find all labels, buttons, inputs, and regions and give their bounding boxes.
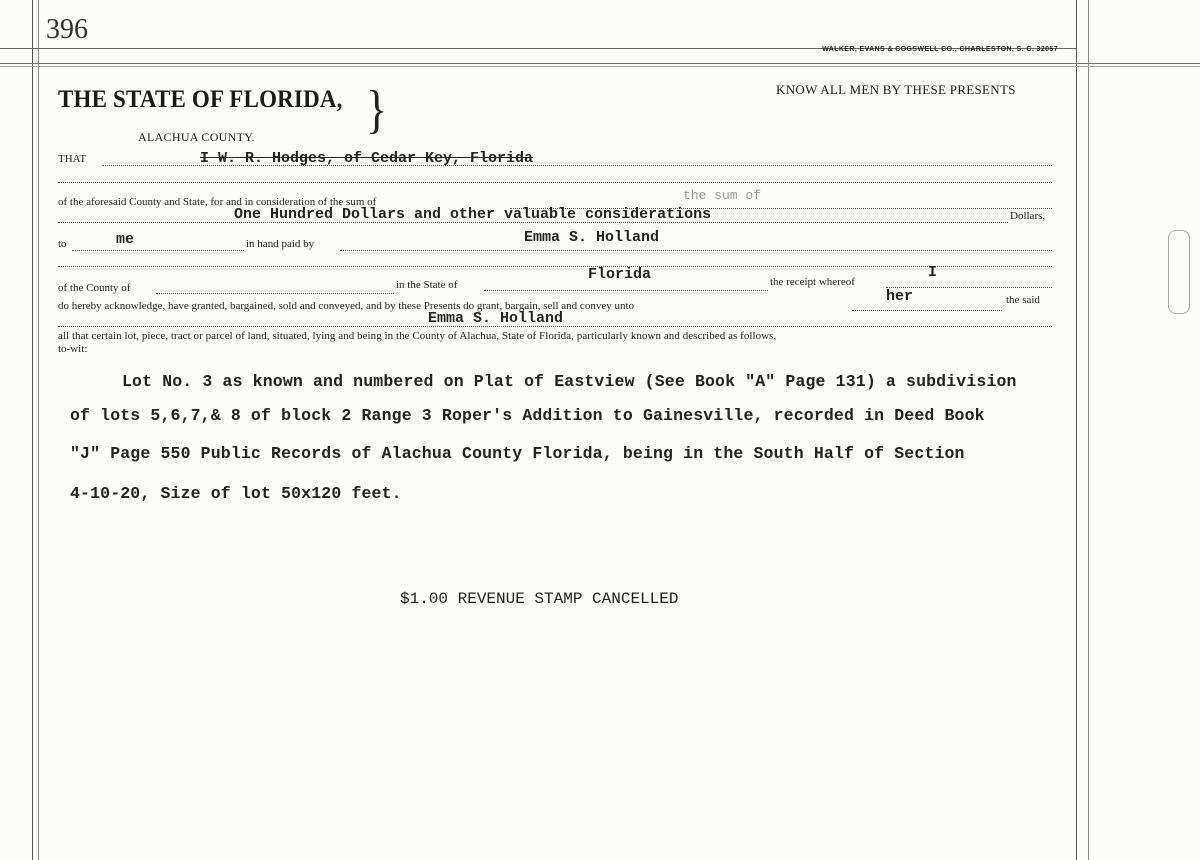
description-line-3: "J" Page 550 Public Records of Alachua County Florida, being in the South Half of Section [70,444,965,463]
printer-imprint: WALKER, EVANS & COGSWELL CO., CHARLESTON, S. C. 32057 [822,46,1058,53]
aforesaid-label: of the aforesaid County and State, for and in consideration of the sum of [58,196,377,208]
paid-by-line [340,250,1052,251]
margin-binding-mark [1168,230,1190,314]
right-margin-rule [1076,0,1077,860]
the-said-label: the said [1006,294,1040,306]
county-label: ALACHUA COUNTY. [138,130,255,144]
to-label: to [58,238,67,250]
to-wit-label: to-wit: [58,343,88,355]
paid-by-value: Emma S. Holland [524,229,660,246]
page-number: 396 [46,14,88,45]
county-of-line [156,293,394,294]
in-state-label: in the State of [396,279,458,291]
state-line [484,290,768,291]
dollars-label: Dollars, [1010,210,1046,222]
that-label: THAT [58,153,87,165]
county-of-label: of the County of [58,282,131,294]
sum-faint-text: the sum of [683,188,762,203]
description-line-4: 4-10-20, Size of lot 50x120 feet. [70,484,402,503]
grantor-value: I W. R. Hodges, of Cedar Key, Florida [200,150,534,167]
convey-unto-value: her [886,288,914,305]
grantee-value: Emma S. Holland [428,310,564,327]
description-line-1: Lot No. 3 as known and numbered on Plat of Eastview (See Book "A" Page 131) a subdivision [122,372,1017,391]
all-that-label: all that certain lot, piece, tract or parcel of land, situated, lying and being in the County of Alachua, State of Florida, particularly known and described as follows, [58,330,777,342]
know-all-men-heading: KNOW ALL MEN BY THESE PRESENTS [776,82,1016,97]
grantee-line [58,326,1052,327]
header-rule-lower-2 [0,66,1200,67]
description-line-2: of lots 5,6,7,& 8 of block 2 Range 3 Roper's Addition to Gainesville, recorded in Deed Book [70,406,985,425]
to-line [72,250,244,251]
convey-line [852,310,1002,311]
blank-line-2 [58,266,1052,267]
revenue-stamp-note: $1.00 REVENUE STAMP CANCELLED [400,590,679,608]
left-margin-rule-inner [38,0,39,860]
state-value: Florida [588,266,652,283]
in-hand-label: in hand paid by [246,238,315,250]
left-margin-rule [32,0,33,860]
brace-mark: } [366,80,388,139]
to-value: me [116,231,135,248]
right-margin-rule-outer [1088,0,1089,860]
consideration-line [58,222,1008,223]
header-rule-lower [0,63,1200,64]
state-title: THE STATE OF FLORIDA, [58,86,343,113]
acknowledge-label: do hereby acknowledge, have granted, bargained, sold and conveyed, and by these Presents do grant, bargain, sell and convey unto [58,300,635,312]
receipt-value: I [928,264,938,281]
blank-line-1 [58,182,1052,183]
receipt-label: the receipt whereof [770,276,855,288]
consideration-value: One Hundred Dollars and other valuable considerations [234,206,712,223]
